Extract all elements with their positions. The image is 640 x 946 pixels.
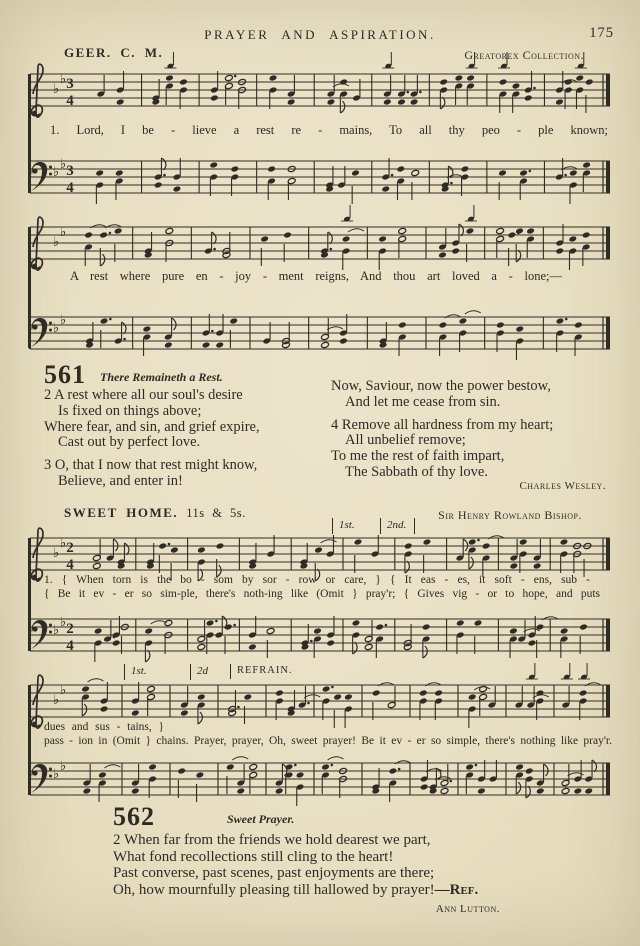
page-number: 175 (589, 25, 614, 41)
verse-line: All unbelief remove; (345, 432, 466, 449)
svg-text:♭: ♭ (53, 82, 60, 97)
tune1-name: GEER. C. M. (64, 45, 164, 60)
lyric-line-1: 1. Lord, I be - lieve a rest re - mains, To all thy peo - ple known; (50, 123, 608, 137)
verse-line: And let me cease from sin. (345, 393, 501, 410)
svg-text:4: 4 (66, 638, 74, 654)
hymn-561-author: Charles Wesley. (519, 480, 606, 492)
lyric-line-2: A rest where pure en - joy - ment reigns, And thou art loved a - lone;— (70, 269, 562, 283)
verse-line: Now, Saviour, now the power bestow, (331, 378, 551, 394)
svg-text:♭: ♭ (53, 165, 60, 180)
hymn-562-number: 562 (113, 802, 155, 831)
svg-text:♭: ♭ (60, 683, 67, 698)
verse-line: 4 Remove all hardness from my heart; (331, 416, 554, 433)
refrain-reference: —Ref. (434, 881, 479, 898)
svg-text:♭: ♭ (53, 546, 60, 561)
lyric-sweethome-2-bottom: pass - ion in (Omit } chains. Prayer, prayer, Oh, sweet prayer! Be it ev - er so simple, there's nothing like pray'r. (44, 735, 612, 747)
volta-label-1st: 1st. (332, 518, 363, 534)
verse-line: 2 A rest where all our soul's desire (44, 387, 243, 403)
svg-text:3: 3 (66, 163, 74, 179)
verse-line: The Sabbath of thy love. (345, 463, 488, 480)
svg-text:4: 4 (66, 180, 74, 196)
svg-text:♭: ♭ (60, 313, 67, 328)
tune2-name: SWEET HOME. (64, 505, 179, 520)
hymn-562-verse (113, 832, 593, 898)
verse-line: Believe, and enter in! (58, 472, 183, 489)
verse-line: 3 O, that I now that rest might know, (44, 457, 258, 474)
verse-line: Where fear, and sin, and grief expire, (44, 418, 260, 435)
refrain-label: REFRAIN. (230, 664, 301, 679)
svg-text:4: 4 (66, 557, 74, 573)
volta-label-2nd: 2nd. (380, 518, 415, 534)
hymn-561-right-column (331, 379, 621, 481)
hymn-561-number: 561 (44, 360, 86, 389)
running-head-title: PRAYER AND ASPIRATION. (204, 27, 436, 42)
hymn-562-title: Sweet Prayer. (227, 812, 295, 826)
volta-label-2d: 2d (190, 664, 216, 680)
svg-text:2: 2 (66, 540, 74, 556)
svg-text:♭: ♭ (60, 759, 67, 774)
svg-text:♭: ♭ (53, 623, 60, 638)
lyric-sweethome-1-top: 1. { When torn is the bo - som by sor - row or care, } { It eas - es, it soft - ens, sub - (44, 574, 590, 586)
svg-text:♭: ♭ (60, 72, 67, 87)
tune2-heading (64, 505, 246, 521)
svg-text:♭: ♭ (53, 321, 60, 336)
tune2-meter: 11s & 5s. (186, 506, 246, 520)
hymn-561-title: There Remaineth a Rest. (100, 370, 223, 384)
svg-text:♭: ♭ (60, 157, 67, 172)
verse-line: Past converse, past scenes, past enjoyments are there; (113, 865, 435, 882)
hymn-561-left-column (44, 388, 332, 490)
verse-line-text: Oh, how mournfully pleasing till hallowed by prayer! (113, 881, 435, 898)
verse-line: 2 When far from the friends we hold dearest we part, (113, 832, 431, 848)
verse-line: What fond recollections still cling to the heart! (113, 848, 394, 865)
svg-text:3: 3 (66, 76, 74, 92)
svg-text:♭: ♭ (60, 615, 67, 630)
verse-line: Cast out by perfect love. (58, 434, 201, 451)
verse-line: Is fixed on things above; (58, 402, 202, 419)
svg-text:♭: ♭ (53, 693, 60, 708)
music-staff-geer2-bass (28, 291, 612, 381)
svg-text:2: 2 (66, 621, 74, 637)
hymn-562-author: Ann Lutton. (435, 903, 500, 915)
volta-label-1st-b: 1st. (124, 664, 155, 680)
svg-text:♭: ♭ (53, 767, 60, 782)
verse-line: To me the rest of faith impart, (331, 448, 505, 465)
tune2-composer: Sir Henry Rowland Bishop. (438, 508, 582, 522)
tune1-source: Greatorex Collection. (464, 48, 584, 62)
svg-text:♭: ♭ (60, 536, 67, 551)
svg-text:4: 4 (66, 93, 74, 109)
lyric-sweethome-2-top: dues and sus - tains, } (44, 721, 164, 733)
verse-line (113, 882, 593, 899)
svg-text:♭: ♭ (60, 225, 67, 240)
svg-text:♭: ♭ (53, 235, 60, 250)
lyric-sweethome-1-bottom: { Be it ev - er so sim-ple, there's noth-ing like (Omit } pray'r; { Gives vig - or to hope, and puts (44, 588, 600, 600)
